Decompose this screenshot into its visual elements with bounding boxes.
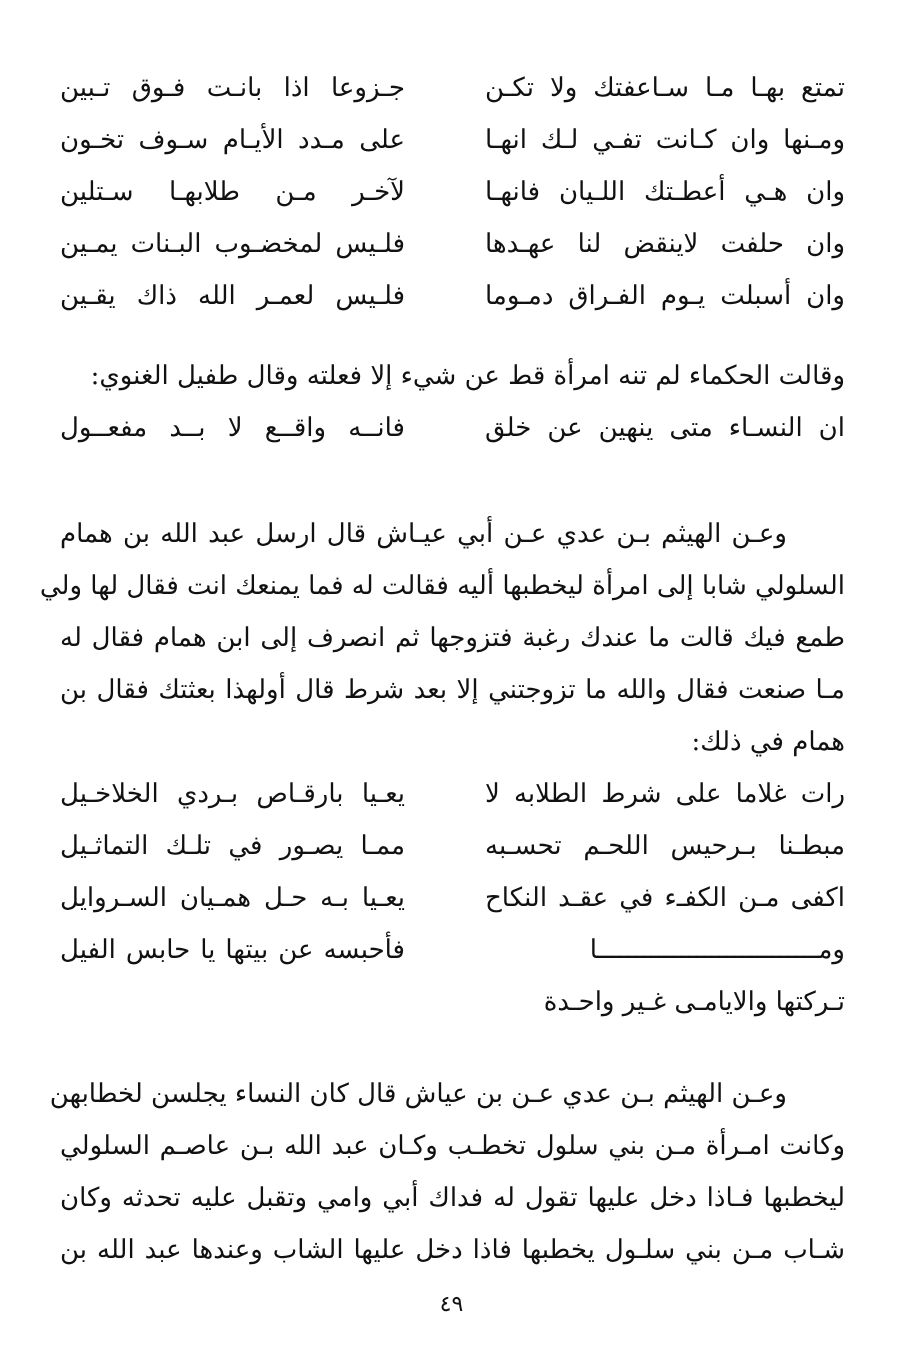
paragraph-line: وعـن الهيثم بـن عدي عـن أبي عيـاش قال ارسل عبد الله بن همام [60, 519, 787, 549]
poem-2 [60, 768, 845, 1028]
verse-second-hemistich: لآخـر مـن طلابهـا سـتلين [60, 177, 405, 207]
paragraph-line: ليخطبها فـاذا دخل عليها تقول له فداك أبي وامي وتقبل عليه تحدثه وكان [60, 1183, 845, 1213]
verse-first-hemistich: تمتع بهـا مـا سـاعفتك ولا تكـن [485, 73, 845, 103]
verse-line [60, 218, 845, 270]
verse-second-hemistich: فانــه واقــع لا بــد مفعــول [60, 413, 405, 443]
verse-first-hemistich: رات غلاما على شرط الطلابه لا [485, 779, 845, 809]
poem-1 [60, 62, 845, 322]
verse-first-hemistich: ومـنها وان كـانت تفـي لـك انهـا [485, 125, 845, 155]
verse-line [60, 924, 845, 976]
paragraph-line: وعـن الهيثم بـن عدي عـن بن عياش قال كان النساء يجلسن لخطابهن [49, 1079, 787, 1109]
verse-first-hemistich: وان هـي أعطـتك اللـيان فانهـا [485, 177, 845, 207]
verse-first-hemistich: ومـــــــــــــــــــــــــــــا [589, 935, 845, 965]
verse-tail-line: تـركتها والايامـى غـير واحـدة [543, 987, 845, 1017]
paragraph-line: همام في ذلك: [691, 727, 845, 757]
verse-line [60, 270, 845, 322]
paragraph-line: وكانت امـرأة مـن بني سلول تخطـب وكـان عبد الله بـن عاصـم السلولي [60, 1131, 845, 1161]
verse-second-hemistich: يعـيا بارقـاص بـردي الخلاخـيل [60, 779, 405, 809]
paragraph-2 [49, 1068, 845, 1276]
verse-second-hemistich: فأحبسه عن بيتها يا حابس الفيل [60, 935, 405, 965]
paragraph-line: مـا صنعت فقال والله ما تزوجتني إلا بعد شرط قال أولهذا بعثتك فقال بن [60, 675, 845, 705]
verse-second-hemistich: ممـا يصـور في تلـك التماثـيل [60, 831, 405, 861]
verse-second-hemistich: يعـيا بـه حـل همـيان السـروايل [60, 883, 405, 913]
verse-line [60, 166, 845, 218]
verse-line [60, 820, 845, 872]
verse-first-hemistich: ان النسـاء متى ينهين عن خلق [485, 413, 845, 443]
verse-first-hemistich: مبطـنا بـرحيس اللحـم تحسـبه [485, 831, 845, 861]
paragraph-line: طمع فيك قالت ما عندك رغبة فتزوجها ثم انصرف إلى ابن همام فقال له [60, 623, 845, 653]
paragraph-1 [39, 508, 845, 768]
verse-second-hemistich: فلـيس لعمـر الله ذاك يقـين [60, 281, 405, 311]
verse-second-hemistich: على مـدد الأيـام سـوف تخـون [60, 125, 405, 155]
verse-first-hemistich: اكفى مـن الكفـء في عقـد النكاح [485, 883, 845, 913]
page-number: ٤٩ [439, 1292, 464, 1317]
paragraph-line: شـاب مـن بني سلـول يخطبها فاذا دخل عليها الشاب وعندها عبد الله بن [60, 1235, 845, 1265]
verse-second-hemistich: جـزوعا اذا بانـت فـوق تـبين [60, 73, 405, 103]
verse-first-hemistich: وان أسبلت يـوم الفـراق دمـوما [485, 281, 845, 311]
verse-second-hemistich: فلـيس لمخضـوب البـنات يمـين [60, 229, 405, 259]
intro-line: وقالت الحكماء لم تنه امرأة قط عن شيء إلا فعلته وقال طفيل الغنوي: [90, 361, 845, 391]
verse-first-hemistich: وان حلفت لاينقض لنا عهـدها [485, 229, 845, 259]
quote-section [60, 350, 845, 454]
verse-line [60, 768, 845, 820]
verse-line [60, 402, 845, 454]
verse-line [60, 114, 845, 166]
paragraph-line: السلولي شابا إلى امرأة ليخطبها أليه فقالت له فما يمنعك انت فقال لها ولي [39, 571, 845, 601]
verse-line [60, 872, 845, 924]
verse-line [60, 62, 845, 114]
